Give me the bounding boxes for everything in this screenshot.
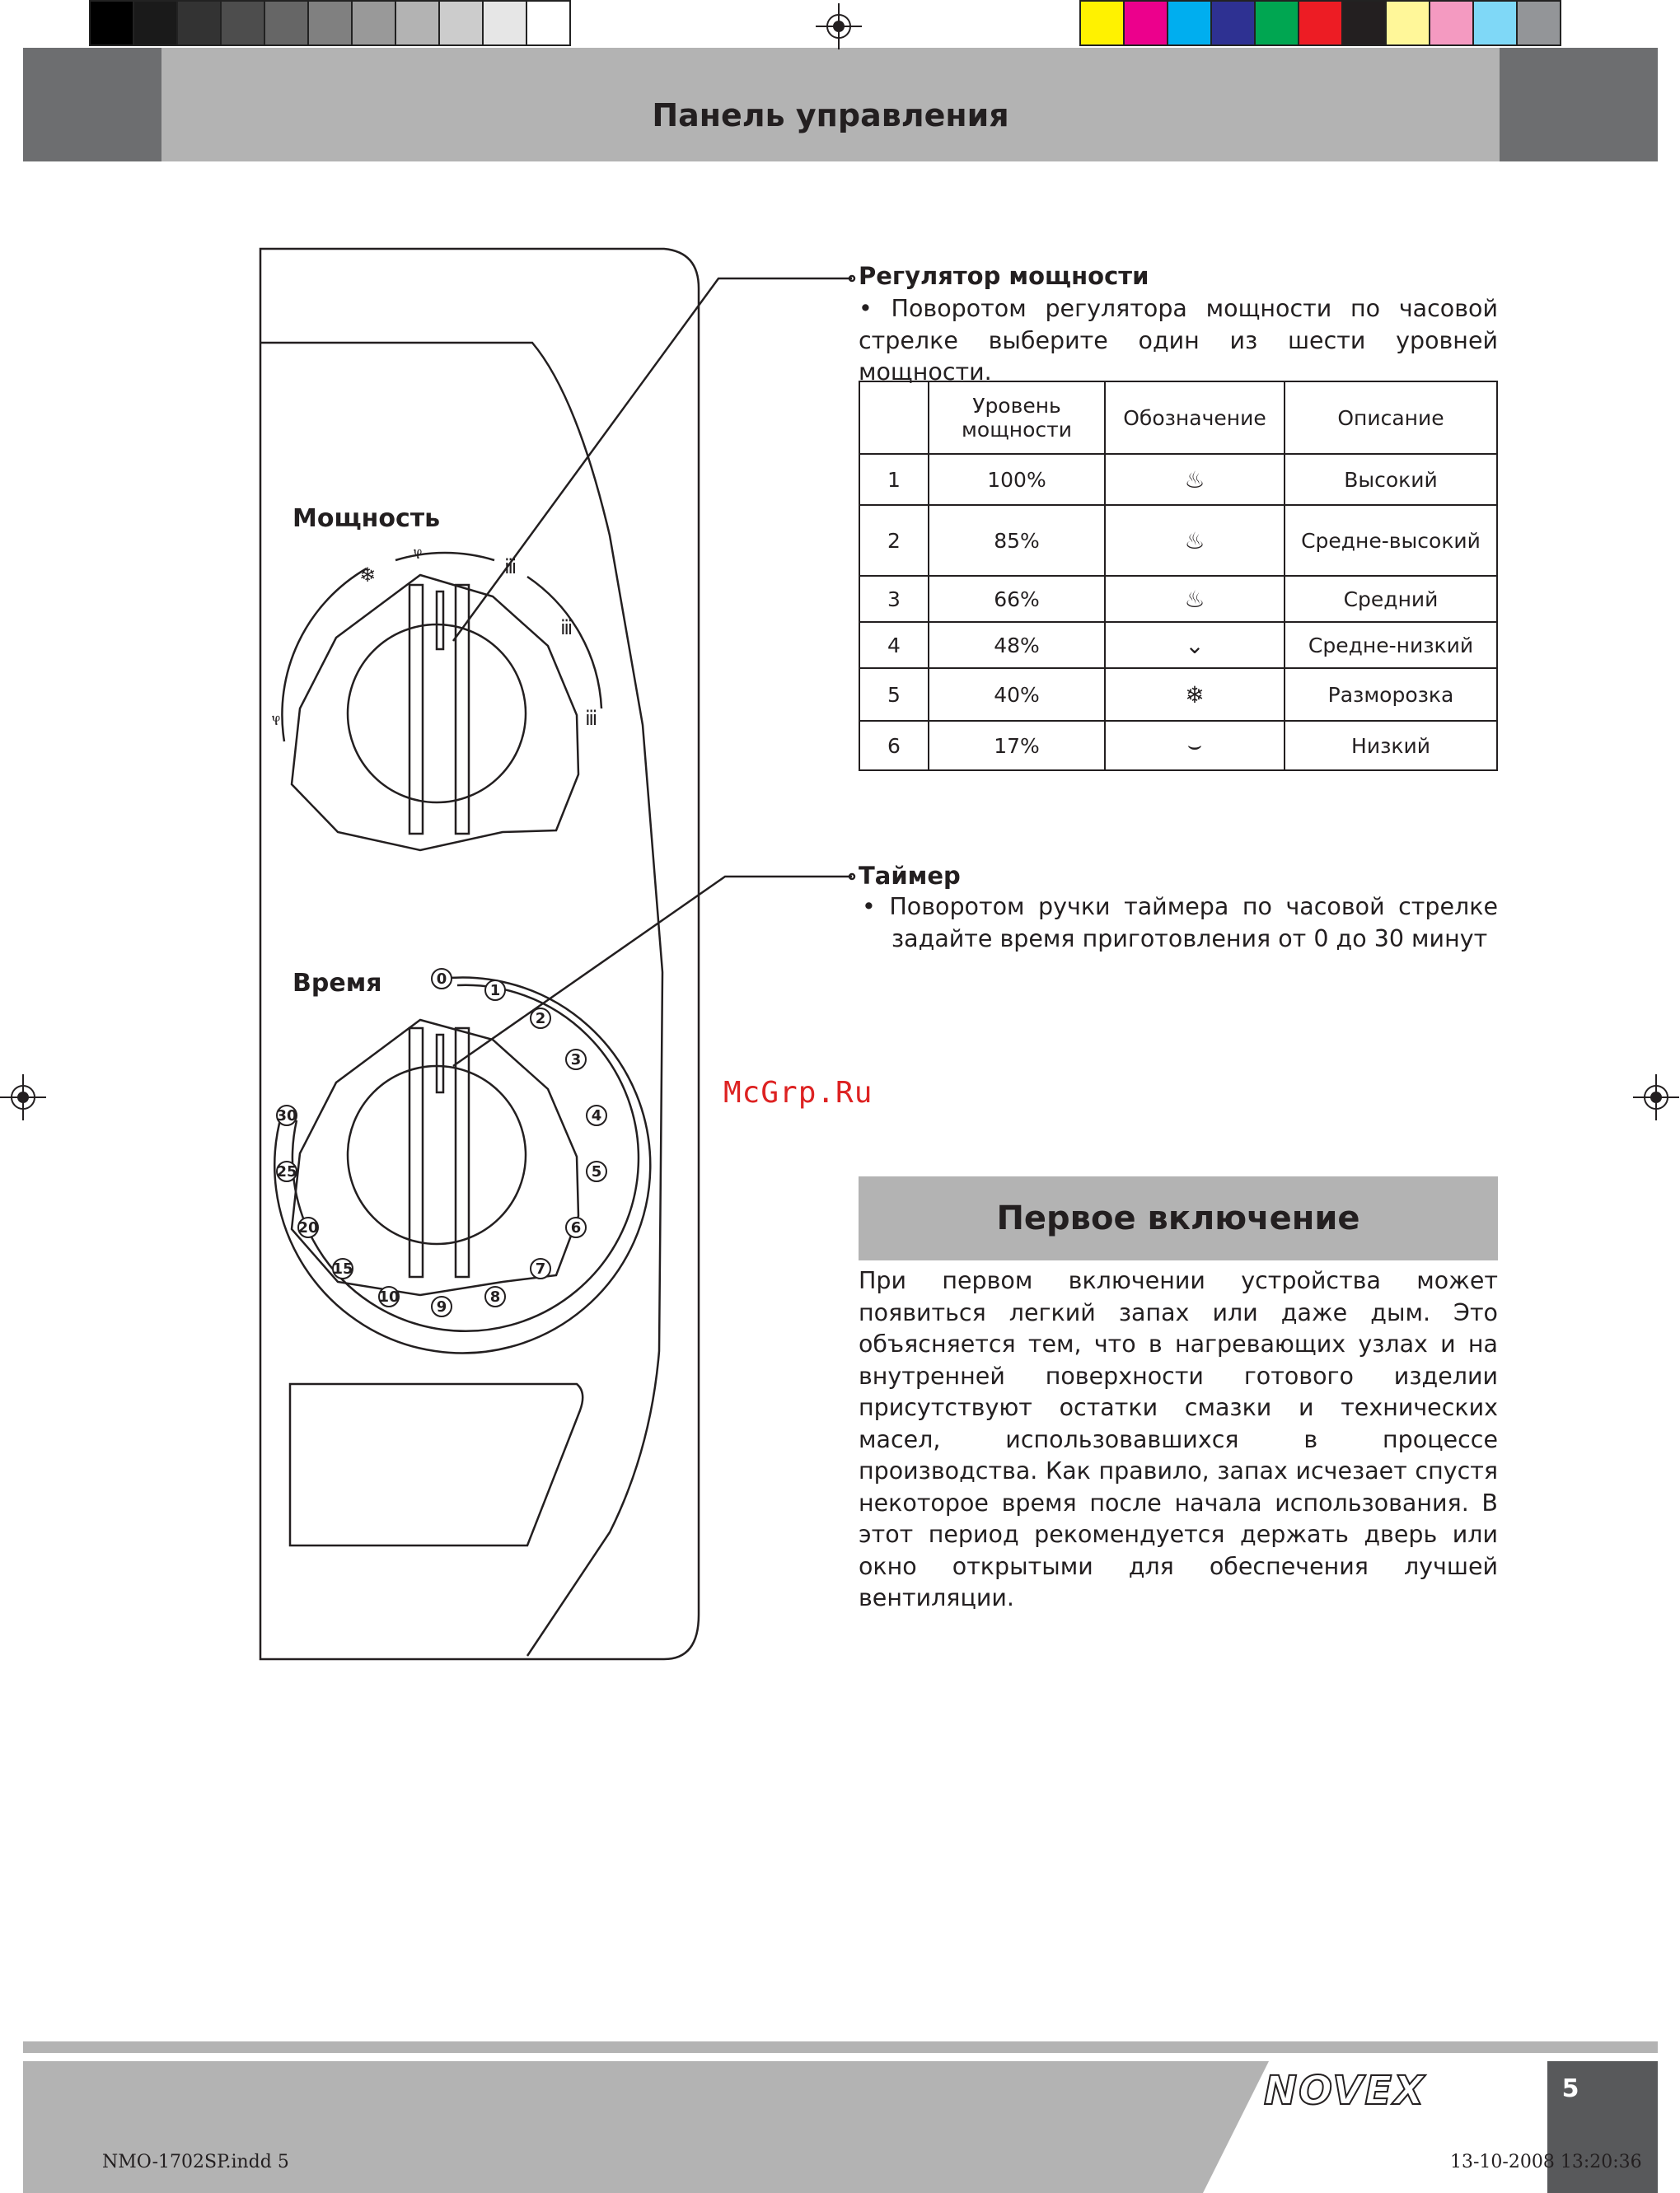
table-cell: 40% [929,668,1105,721]
steam-1-icon: ♨ [1184,585,1205,613]
first-start-text: При первом включении устройства может появиться легкий запах или даже дым. Это объясняется тем, что в нагревающих узлах и на внутренней поверхности готового изделии присутствуют остатки смазки и технических масел, использовавшихся в процессе производства. Как правило, запах исчезает спустя некоторое время после начала использования. В этот период рекомендуется держать дверь или окно открытыми для обеспечения лучшей вентиляции. [859,1267,1498,1611]
table-cell: Средний [1285,576,1497,622]
power-knob-pointer [437,592,443,649]
table-cell: 48% [929,622,1105,668]
power-table [859,381,1498,771]
date-slug: 13-10-2008 13:20:36 [1450,2152,1642,2172]
timer-mark: 6 [570,1219,582,1237]
table-header: Описание [1285,381,1497,454]
table-cell: 6 [859,721,929,770]
steam-min-icon: ⌣ [1186,732,1203,759]
power-knob-face [348,624,526,802]
timer-mark: 10 [378,1288,400,1306]
timer-mark: 15 [332,1260,353,1278]
table-cell: 17% [929,721,1105,770]
steam-1-icon: ⅲ [504,555,517,578]
page-title: Панель управления [652,97,1009,133]
timer-knob-pointer [437,1035,443,1092]
table-row [859,668,1497,721]
table-cell: 2 [859,505,929,576]
timer-mark: 7 [535,1260,546,1278]
timer-mark: 30 [276,1107,297,1125]
table-header [859,381,929,454]
timer-mark: 0 [436,970,447,988]
table-row [859,721,1497,770]
table-cell-icon [1105,622,1285,668]
power-knob [292,575,578,850]
timer-mark: 9 [436,1298,447,1316]
table-row [859,454,1497,505]
display-window [290,1384,583,1545]
steam-min-icon: ⳡ [272,707,280,730]
power-knob-label: Мощность [292,504,441,533]
table-cell: Высокий [1285,454,1497,505]
panel-outline [260,249,699,1659]
table-cell: Средне-высокий [1285,505,1497,576]
steam-3-icon: ♨ [1184,465,1205,493]
power-regulator-title: Регулятор мощности [859,262,1149,290]
timer-knob-label: Время [292,969,382,998]
power-scale-arc [282,568,367,741]
timer-mark: 20 [297,1219,319,1237]
table-row [859,505,1497,576]
panel-inner-curve [260,343,662,1656]
steam-low-icon: ⌄ [1185,631,1205,659]
first-start-title: Первое включение [996,1199,1360,1237]
steam-2-icon: ♨ [1184,526,1205,554]
steam-3-icon: ⅲ [585,707,598,730]
table-cell: 4 [859,622,929,668]
table-row [859,576,1497,622]
timer-title: Таймер [859,862,961,890]
steam-low-icon: ⳡ [414,540,422,563]
table-cell-icon [1105,576,1285,622]
table-cell-icon [1105,454,1285,505]
page-number: 5 [1561,2074,1579,2103]
timer-callout-line [453,877,852,1066]
snowflake-icon: ❄ [359,563,377,587]
table-cell: 5 [859,668,929,721]
timer-mark: 5 [591,1163,602,1181]
watermark: McGrp.Ru [723,1076,873,1110]
table-cell-icon [1105,721,1285,770]
table-cell: 66% [929,576,1105,622]
timer-mark: 8 [489,1288,501,1306]
timer-text: • Поворотом ручки таймера по часовой стрелке задайте время приготовления от 0 до 30 минут [862,893,1498,952]
timer-mark: 25 [276,1163,297,1181]
brand-logo: NOVEX [1264,2068,1426,2114]
timer-mark: 3 [570,1051,582,1068]
footer-rule [23,2041,1658,2053]
snowflake-icon: ❄ [1185,680,1205,708]
table-cell: 3 [859,576,929,622]
table-cell-icon [1105,668,1285,721]
power-callout-line [453,278,852,641]
table-header: Обозначение [1105,381,1285,454]
table-cell: 100% [929,454,1105,505]
table-cell: Средне-низкий [1285,622,1497,668]
timer-mark: 1 [489,982,501,999]
table-cell: 1 [859,454,929,505]
timer-mark: 4 [591,1107,602,1125]
timer-mark: 2 [535,1010,546,1027]
table-row [859,622,1497,668]
file-slug: NMO-1702SP.indd 5 [102,2152,289,2172]
table-cell: 85% [929,505,1105,576]
power-scale-arc [395,553,494,560]
table-cell: Низкий [1285,721,1497,770]
table-cell-icon [1105,505,1285,576]
table-header: Уровень мощности [929,381,1105,454]
steam-3-icon: ⅲ [560,616,573,639]
table-cell: Разморозка [1285,668,1497,721]
power-scale-arc [527,577,601,708]
power-regulator-text: • Поворотом регулятора мощности по часовой стрелке выберите один из шести уровней мощности. [859,295,1498,386]
timer-knob [292,1020,578,1295]
power-knob-grip [409,585,423,834]
